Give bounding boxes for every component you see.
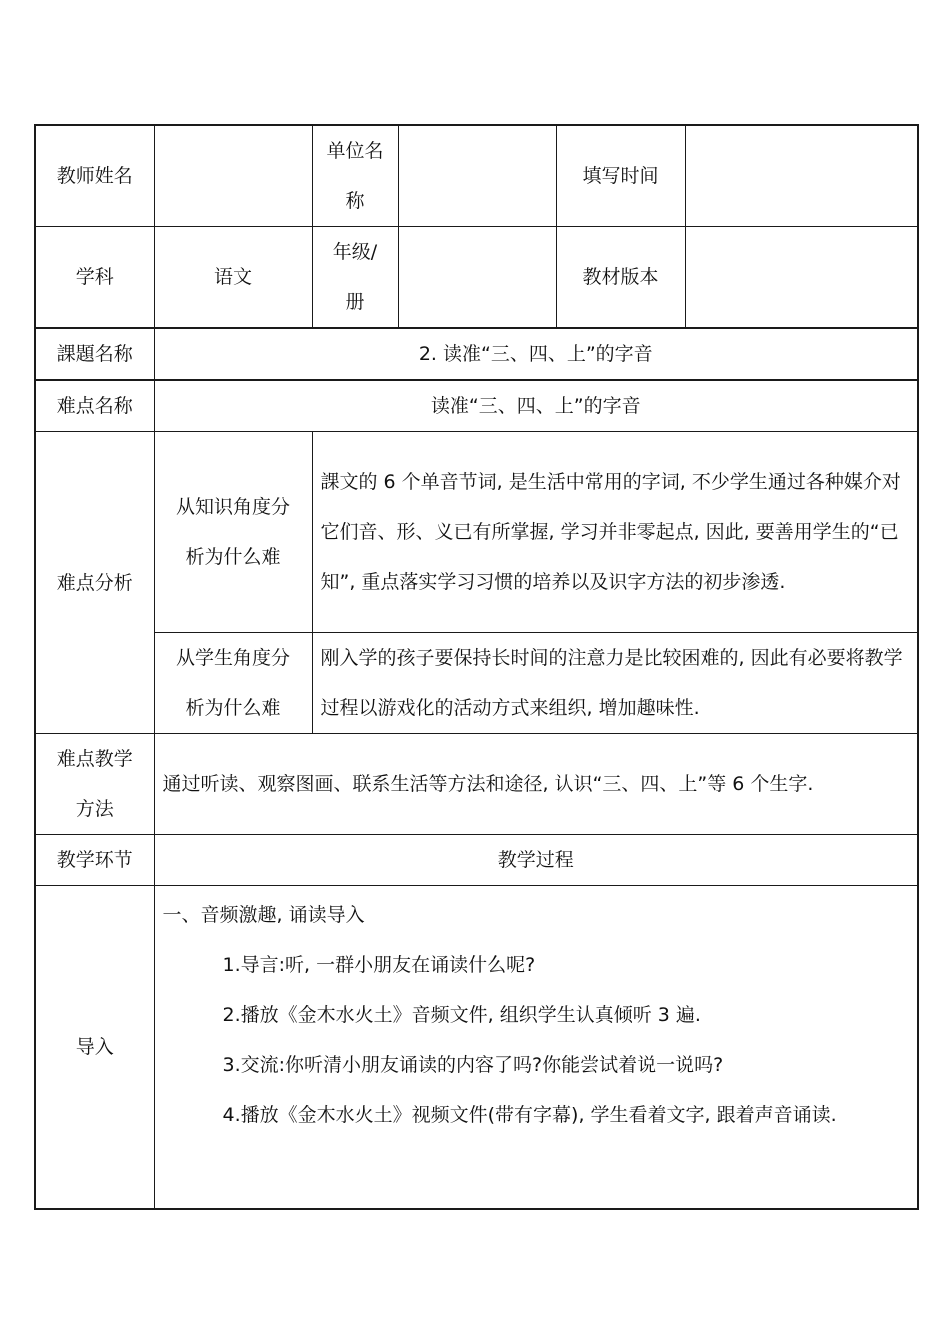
teacher-name-label: 教师姓名 (35, 125, 154, 227)
unit-name-label-line2: 称 (345, 190, 365, 212)
intro-step-3: 3.交流:你听清小朋友诵读的内容了吗?你能尝试着说一说吗? (222, 1054, 724, 1076)
fill-time-value (685, 125, 918, 227)
topic-row (35, 328, 918, 380)
process-title: 教学过程 (154, 835, 918, 886)
textbook-value (685, 227, 918, 329)
intro-step-1: 1.导言:听, 一群小朋友在诵读什么呢? (222, 954, 536, 976)
grade-value (398, 227, 556, 329)
lesson-plan-table (34, 124, 919, 1210)
method-row (35, 734, 918, 835)
unit-name-label (312, 125, 398, 227)
student-analysis-text: 刚入学的孩子要保持长时间的注意力是比较困难的, 因此有必要将教学过程以游戏化的活动方式来组织, 增加趣味性. (312, 633, 918, 734)
difficulty-row (35, 380, 918, 432)
grade-label (312, 227, 398, 329)
analysis-label: 难点分析 (35, 432, 154, 734)
knowledge-angle-label-line1: 从知识角度分 (175, 496, 290, 518)
grade-label-line2: 册 (345, 291, 365, 313)
topic-label: 課題名称 (35, 328, 154, 380)
subject-label: 学科 (35, 227, 154, 329)
header-row-2 (35, 227, 918, 329)
difficulty-label: 难点名称 (35, 380, 154, 432)
topic-value: 2. 读准“三、四、上”的字音 (154, 328, 918, 380)
lesson-plan-document (34, 124, 917, 1210)
student-angle-label-line2: 析为什么难 (185, 697, 281, 719)
teacher-name-value (154, 125, 312, 227)
textbook-label: 教材版本 (556, 227, 685, 329)
intro-heading: 一、音频激趣, 诵读导入 (162, 904, 365, 926)
unit-name-label-line1: 单位名 (326, 140, 384, 162)
subject-value: 语文 (154, 227, 312, 329)
process-stage-label: 教学环节 (35, 835, 154, 886)
knowledge-angle-label (154, 432, 312, 633)
method-label (35, 734, 154, 835)
unit-name-value (398, 125, 556, 227)
header-row-1 (35, 125, 918, 227)
student-angle-label (154, 633, 312, 734)
process-header-row (35, 835, 918, 886)
method-label-line1: 难点教学 (56, 748, 133, 770)
difficulty-value: 读准“三、四、上”的字音 (154, 380, 918, 432)
intro-step-2: 2.播放《金木水火土》音频文件, 组织学生认真倾听 3 遍. (222, 1004, 701, 1026)
knowledge-analysis-text: 課文的 6 个单音节词, 是生活中常用的字词, 不少学生通过各种媒介对它们音、形、义已有所掌握, 学习并非零起点, 因此, 要善用学生的“已知”, 重点落实学习习惯的培养以及识字方法的初步渗透. (312, 432, 918, 633)
student-angle-label-line1: 从学生角度分 (175, 647, 290, 669)
intro-content (154, 886, 918, 1209)
analysis-knowledge-row (35, 432, 918, 633)
method-text: 通过听读、观察图画、联系生活等方法和途径, 认识“三、四、上”等 6 个生字. (154, 734, 918, 835)
knowledge-angle-label-line2: 析为什么难 (185, 546, 281, 568)
analysis-student-row (35, 633, 918, 734)
intro-row (35, 886, 918, 1209)
method-label-line2: 方法 (75, 798, 114, 820)
fill-time-label: 填写时间 (556, 125, 685, 227)
intro-label: 导入 (35, 886, 154, 1209)
grade-label-line1: 年级/ (332, 241, 378, 263)
intro-step-4: 4.播放《金木水火土》视频文件(带有字幕), 学生看着文字, 跟着声音诵读. (222, 1104, 837, 1126)
